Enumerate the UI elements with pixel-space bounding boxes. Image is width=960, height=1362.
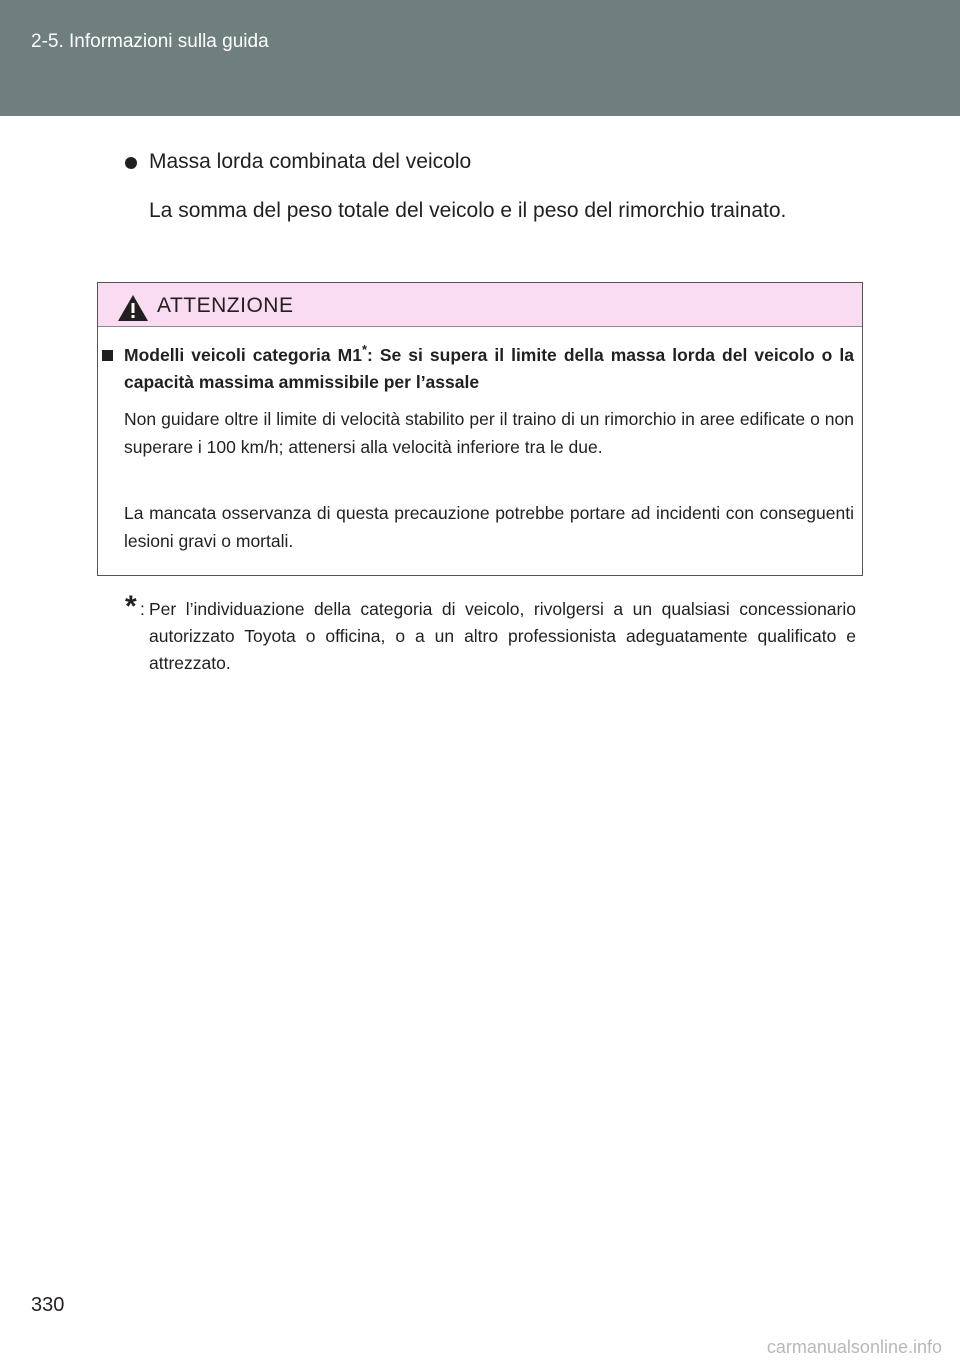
bullet-dot-icon	[125, 157, 137, 169]
asterisk-mark: *	[361, 342, 368, 358]
footnote-separator: :	[140, 599, 145, 619]
warning-heading	[124, 342, 854, 396]
warning-box	[97, 282, 863, 576]
bullet-title: Massa lorda combinata del veicolo	[149, 150, 472, 173]
header-bar	[0, 0, 960, 116]
watermark: carmanualsonline.info	[766, 1337, 942, 1357]
warning-paragraph-1: Non guidare oltre il limite di velocità stabilito per il traino di un rimorchio in aree edificate o non superare i 100 km/h; attenersi alla velocità inferiore tra le due.	[124, 409, 854, 457]
bullet-body: La somma del peso totale del veicolo e il peso del rimorchio trainato.	[149, 199, 787, 222]
warning-triangle-icon	[117, 294, 149, 322]
warning-title: ATTENZIONE	[157, 294, 294, 317]
section-title: 2-5. Informazioni sulla guida	[31, 31, 269, 52]
page-number: 330	[31, 1294, 65, 1316]
footnote-marker: *	[125, 590, 137, 623]
footnote-text: Per l’individuazione della categoria di veicolo, rivolgersi a un qualsiasi concessionario autorizzato Toyota o officina, o a un altro professionista adeguatamente qualificato e attrezzato.	[149, 599, 856, 673]
warning-paragraph-2: La mancata osservanza di questa precauzione potrebbe portare ad incidenti con conseguenti lesioni gravi o mortali.	[124, 503, 854, 551]
warning-heading-text: Modelli veicoli categoria M1	[124, 345, 362, 365]
warning-header	[98, 283, 862, 327]
square-bullet-icon	[102, 350, 113, 361]
warning-heading-text-rest: : Se si supera il limite della massa lorda del veicolo o la capacità massima ammissibile per l’assale	[124, 345, 854, 392]
